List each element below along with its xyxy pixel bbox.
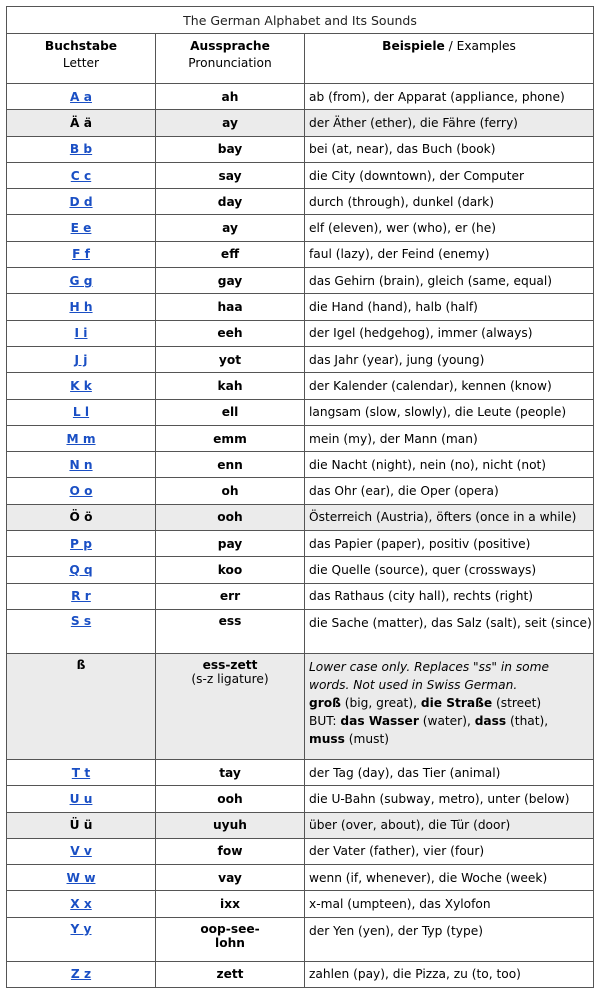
- pronunciation-text: gay: [217, 273, 243, 288]
- letter-link[interactable]: V v: [70, 844, 92, 859]
- letter-text: Ö ö: [69, 510, 93, 525]
- pronunciation-cell: [156, 346, 305, 372]
- table-row: [7, 759, 594, 785]
- pronunciation-cell: [156, 162, 305, 188]
- pronunciation-cell: [156, 838, 305, 864]
- examples-cell: [305, 373, 594, 399]
- table-row: [7, 504, 594, 530]
- table-row: [7, 891, 594, 917]
- header-examples-sub: / Examples: [444, 39, 516, 53]
- header-pronunciation-sub: Pronunciation: [188, 56, 272, 70]
- letter-cell: [7, 531, 156, 557]
- pronunciation-text: eeh: [217, 326, 243, 341]
- letter-link[interactable]: F f: [72, 247, 90, 262]
- table-row: [7, 583, 594, 609]
- examples-cell: [305, 136, 594, 162]
- table-row: [7, 241, 594, 267]
- pronunciation-cell: [156, 865, 305, 891]
- pronunciation-text: emm: [213, 431, 247, 446]
- examples-text: der Kalender (calendar), kennen (know): [309, 378, 552, 393]
- letter-link[interactable]: I i: [74, 326, 88, 341]
- pronunciation-text: fow: [217, 844, 243, 859]
- examples-text: das Gehirn (brain), gleich (same, equal): [309, 273, 553, 288]
- table-row-eszett: [7, 653, 594, 759]
- letter-link[interactable]: O o: [69, 484, 93, 499]
- letter-link[interactable]: S s: [70, 613, 92, 628]
- letter-link[interactable]: M m: [66, 431, 96, 446]
- letter-link[interactable]: P p: [70, 536, 92, 551]
- pronunciation-text: say: [218, 168, 242, 183]
- letter-cell: [7, 399, 156, 425]
- examples-cell: [305, 786, 594, 812]
- table-row: [7, 346, 594, 372]
- pronunciation-cell: [156, 452, 305, 478]
- example-bold: groß: [309, 695, 341, 710]
- table-body: [7, 84, 594, 988]
- table-row: [7, 189, 594, 215]
- examples-cell: [305, 531, 594, 557]
- letter-text: Ä ä: [70, 115, 92, 130]
- pronunciation-cell: [156, 557, 305, 583]
- pronunciation-cell: [156, 653, 305, 759]
- letter-link[interactable]: R r: [71, 589, 91, 604]
- letter-cell: [7, 583, 156, 609]
- pronunciation-text: uyuh: [213, 818, 247, 833]
- letter-link[interactable]: G g: [69, 273, 93, 288]
- letter-link[interactable]: A a: [70, 89, 92, 104]
- table-row: [7, 399, 594, 425]
- letter-link[interactable]: Y y: [70, 921, 92, 936]
- german-alphabet-table: [6, 6, 594, 988]
- letter-cell: [7, 812, 156, 838]
- letter-cell: [7, 786, 156, 812]
- pronunciation-text: day: [217, 194, 243, 209]
- letter-cell: [7, 865, 156, 891]
- examples-cell: [305, 478, 594, 504]
- examples-text: mein (my), der Mann (man): [309, 431, 478, 446]
- pronunciation-text: oh: [221, 484, 239, 499]
- example-text: (water),: [418, 713, 475, 728]
- letter-link[interactable]: C c: [70, 168, 92, 183]
- pronunciation-text: bay: [217, 142, 243, 157]
- pronunciation-cell: [156, 241, 305, 267]
- examples-text: das Jahr (year), jung (young): [309, 352, 485, 367]
- examples-text: die Hand (hand), halb (half): [309, 300, 478, 315]
- letter-cell: [7, 268, 156, 294]
- example-bold: die Straße: [420, 695, 493, 710]
- example-bold: muss: [309, 731, 345, 746]
- letter-cell: [7, 653, 156, 759]
- alphabet-table-container: [6, 6, 593, 988]
- examples-cell: [305, 241, 594, 267]
- pronunciation-cell: [156, 961, 305, 987]
- pronunciation-cell: [156, 812, 305, 838]
- table-row: [7, 531, 594, 557]
- examples-text: faul (lazy), der Feind (enemy): [309, 247, 490, 262]
- examples-cell: [305, 189, 594, 215]
- examples-text: der Tag (day), das Tier (animal): [309, 765, 501, 780]
- letter-cell: [7, 609, 156, 653]
- examples-text: der Igel (hedgehog), immer (always): [309, 326, 533, 341]
- examples-cell: [305, 865, 594, 891]
- pronunciation-text: eff: [220, 247, 240, 262]
- letter-cell: [7, 215, 156, 241]
- letter-link[interactable]: K k: [70, 378, 92, 393]
- letter-cell: [7, 84, 156, 110]
- header-letter-sub: Letter: [62, 56, 100, 70]
- example-text: (must): [344, 731, 389, 746]
- letter-cell: [7, 891, 156, 917]
- example-text: (big, great),: [340, 695, 421, 710]
- examples-cell: [305, 268, 594, 294]
- letter-text: ß: [76, 657, 86, 672]
- table-row: [7, 294, 594, 320]
- examples-cell: [305, 891, 594, 917]
- pronunciation-text: ooh: [217, 510, 243, 525]
- examples-text: das Rathaus (city hall), rechts (right): [309, 589, 534, 604]
- examples-text: die City (downtown), der Computer: [309, 168, 525, 183]
- letter-cell: [7, 294, 156, 320]
- examples-cell: [305, 346, 594, 372]
- pronunciation-cell: [156, 399, 305, 425]
- example-text: BUT:: [309, 713, 341, 728]
- table-row: [7, 136, 594, 162]
- table-row: [7, 268, 594, 294]
- letter-cell: [7, 478, 156, 504]
- pronunciation-text: oop-see-lohn: [200, 921, 260, 950]
- letter-link[interactable]: U u: [69, 791, 93, 806]
- examples-text: der Äther (ether), die Fähre (ferry): [309, 115, 518, 130]
- letter-cell: [7, 162, 156, 188]
- letter-link[interactable]: L l: [72, 405, 90, 420]
- examples-text: der Vater (father), vier (four): [309, 844, 485, 859]
- letter-cell: [7, 189, 156, 215]
- pronunciation-cell: [156, 759, 305, 785]
- pronunciation-cell: [156, 609, 305, 653]
- table-row: [7, 812, 594, 838]
- examples-cell: [305, 320, 594, 346]
- pronunciation-text: vay: [218, 870, 242, 885]
- pronunciation-text: ooh: [217, 791, 243, 806]
- examples-text: durch (through), dunkel (dark): [309, 194, 494, 209]
- table-row: [7, 373, 594, 399]
- table-row: [7, 215, 594, 241]
- examples-cell: [305, 110, 594, 136]
- pronunciation-cell: [156, 268, 305, 294]
- table-row: [7, 786, 594, 812]
- letter-cell: [7, 557, 156, 583]
- letter-link[interactable]: Z z: [70, 967, 92, 982]
- pronunciation-text: ess: [218, 613, 242, 628]
- letter-cell: [7, 241, 156, 267]
- pronunciation-text: ixx: [220, 897, 240, 912]
- letter-cell: [7, 504, 156, 530]
- pronunciation-text: enn: [217, 457, 243, 472]
- header-letter-main: Buchstabe: [44, 39, 118, 53]
- examples-cell: [305, 609, 594, 653]
- table-row: [7, 452, 594, 478]
- examples-cell: [305, 917, 594, 961]
- pronunciation-text: ay: [222, 115, 238, 130]
- examples-cell: [305, 759, 594, 785]
- pronunciation-cell: [156, 110, 305, 136]
- example-bold: dass: [474, 713, 507, 728]
- examples-text: das Papier (paper), positiv (positive): [309, 536, 531, 551]
- table-row: [7, 110, 594, 136]
- letter-link[interactable]: E e: [70, 221, 92, 236]
- examples-text: die Sache (matter), das Salz (salt), seit (since): [309, 615, 592, 630]
- pronunciation-cell: [156, 531, 305, 557]
- examples-cell: [305, 838, 594, 864]
- pronunciation-cell: [156, 294, 305, 320]
- pronunciation-cell: [156, 215, 305, 241]
- examples-cell: [305, 294, 594, 320]
- pronunciation-text: tay: [219, 765, 241, 780]
- letter-cell: [7, 346, 156, 372]
- letter-cell: [7, 917, 156, 961]
- examples-cell: [305, 583, 594, 609]
- examples-text: über (over, about), die Tür (door): [309, 818, 511, 833]
- pronunciation-cell: [156, 891, 305, 917]
- letter-link[interactable]: H h: [69, 300, 93, 315]
- examples-cell: [305, 653, 594, 759]
- table-row: [7, 162, 594, 188]
- examples-cell: [305, 812, 594, 838]
- pronunciation-text: ell: [221, 405, 239, 420]
- pronunciation-text: ah: [221, 89, 239, 104]
- table-row: [7, 557, 594, 583]
- letter-link[interactable]: Q q: [69, 562, 93, 577]
- pronunciation-text: haa: [217, 300, 243, 315]
- examples-text: langsam (slow, slowly), die Leute (people): [309, 405, 567, 420]
- letter-cell: [7, 320, 156, 346]
- letter-link[interactable]: T t: [71, 765, 91, 780]
- header-examples: [305, 34, 594, 84]
- examples-text: bei (at, near), das Buch (book): [309, 142, 496, 157]
- header-pronunciation: [156, 34, 305, 84]
- letter-link[interactable]: W w: [66, 870, 96, 885]
- letter-link[interactable]: J j: [74, 352, 88, 367]
- table-row: [7, 320, 594, 346]
- table-row: [7, 609, 594, 653]
- pronunciation-cell: [156, 478, 305, 504]
- pronunciation-cell: [156, 583, 305, 609]
- examples-cell: [305, 961, 594, 987]
- pronunciation-text: err: [219, 589, 241, 604]
- table-row: [7, 84, 594, 110]
- examples-text: wenn (if, whenever), die Woche (week): [309, 870, 548, 885]
- table-row: [7, 865, 594, 891]
- pronunciation-text: koo: [217, 562, 243, 577]
- pronunciation-cell: [156, 917, 305, 961]
- table-row: [7, 425, 594, 451]
- pronunciation-text: pay: [217, 536, 243, 551]
- examples-cell: [305, 425, 594, 451]
- examples-cell: [305, 215, 594, 241]
- letter-cell: [7, 136, 156, 162]
- examples-text: die Quelle (source), quer (crossways): [309, 562, 537, 577]
- examples-text: das Ohr (ear), die Oper (opera): [309, 484, 499, 499]
- examples-text: ab (from), der Apparat (appliance, phone): [309, 89, 565, 104]
- pronunciation-subtext: (s-z ligature): [191, 671, 269, 686]
- letter-cell: [7, 452, 156, 478]
- letter-link[interactable]: N n: [69, 457, 93, 472]
- examples-text: zahlen (pay), die Pizza, zu (to, too): [309, 967, 521, 982]
- pronunciation-text: zett: [216, 967, 244, 982]
- examples-cell: [305, 399, 594, 425]
- examples-text: x-mal (umpteen), das Xylofon: [309, 897, 491, 912]
- table-row: [7, 478, 594, 504]
- examples-cell: [305, 557, 594, 583]
- examples-text: die Nacht (night), nein (no), nicht (not): [309, 457, 547, 472]
- letter-cell: [7, 110, 156, 136]
- header-letter: [7, 34, 156, 84]
- example-bold: das Wasser: [340, 713, 419, 728]
- letter-link[interactable]: X x: [70, 897, 92, 912]
- table-caption: The German Alphabet and Its Sounds: [7, 7, 594, 34]
- pronunciation-cell: [156, 84, 305, 110]
- pronunciation-cell: [156, 425, 305, 451]
- header-pronunciation-main: Aussprache: [190, 39, 270, 53]
- example-text: (street): [492, 695, 542, 710]
- table-row: [7, 961, 594, 987]
- pronunciation-cell: [156, 136, 305, 162]
- letter-link[interactable]: B b: [69, 142, 93, 157]
- letter-cell: [7, 759, 156, 785]
- eszett-note: Lower case only. Replaces "ss" in some words. Not used in Swiss German.: [309, 659, 549, 692]
- examples-cell: [305, 84, 594, 110]
- examples-text: elf (eleven), wer (who), er (he): [309, 221, 496, 236]
- pronunciation-cell: [156, 373, 305, 399]
- pronunciation-text: ay: [222, 221, 238, 236]
- examples-cell: [305, 162, 594, 188]
- header-examples-main: Beispiele: [382, 39, 445, 53]
- letter-cell: [7, 838, 156, 864]
- pronunciation-cell: [156, 786, 305, 812]
- examples-text: die U-Bahn (subway, metro), unter (below): [309, 791, 570, 806]
- examples-text: der Yen (yen), der Typ (type): [309, 923, 483, 938]
- pronunciation-cell: [156, 320, 305, 346]
- pronunciation-text: kah: [217, 378, 243, 393]
- examples-text: Österreich (Austria), öfters (once in a while): [309, 510, 577, 525]
- pronunciation-cell: [156, 189, 305, 215]
- letter-link[interactable]: D d: [69, 194, 93, 209]
- pronunciation-text: ess-zett: [202, 657, 258, 672]
- letter-text: Ü ü: [69, 818, 93, 833]
- letter-cell: [7, 961, 156, 987]
- table-row: [7, 838, 594, 864]
- letter-cell: [7, 373, 156, 399]
- table-row: [7, 917, 594, 961]
- example-text: (that),: [506, 713, 549, 728]
- examples-cell: [305, 452, 594, 478]
- pronunciation-text: yot: [218, 352, 242, 367]
- examples-cell: [305, 504, 594, 530]
- letter-cell: [7, 425, 156, 451]
- pronunciation-cell: [156, 504, 305, 530]
